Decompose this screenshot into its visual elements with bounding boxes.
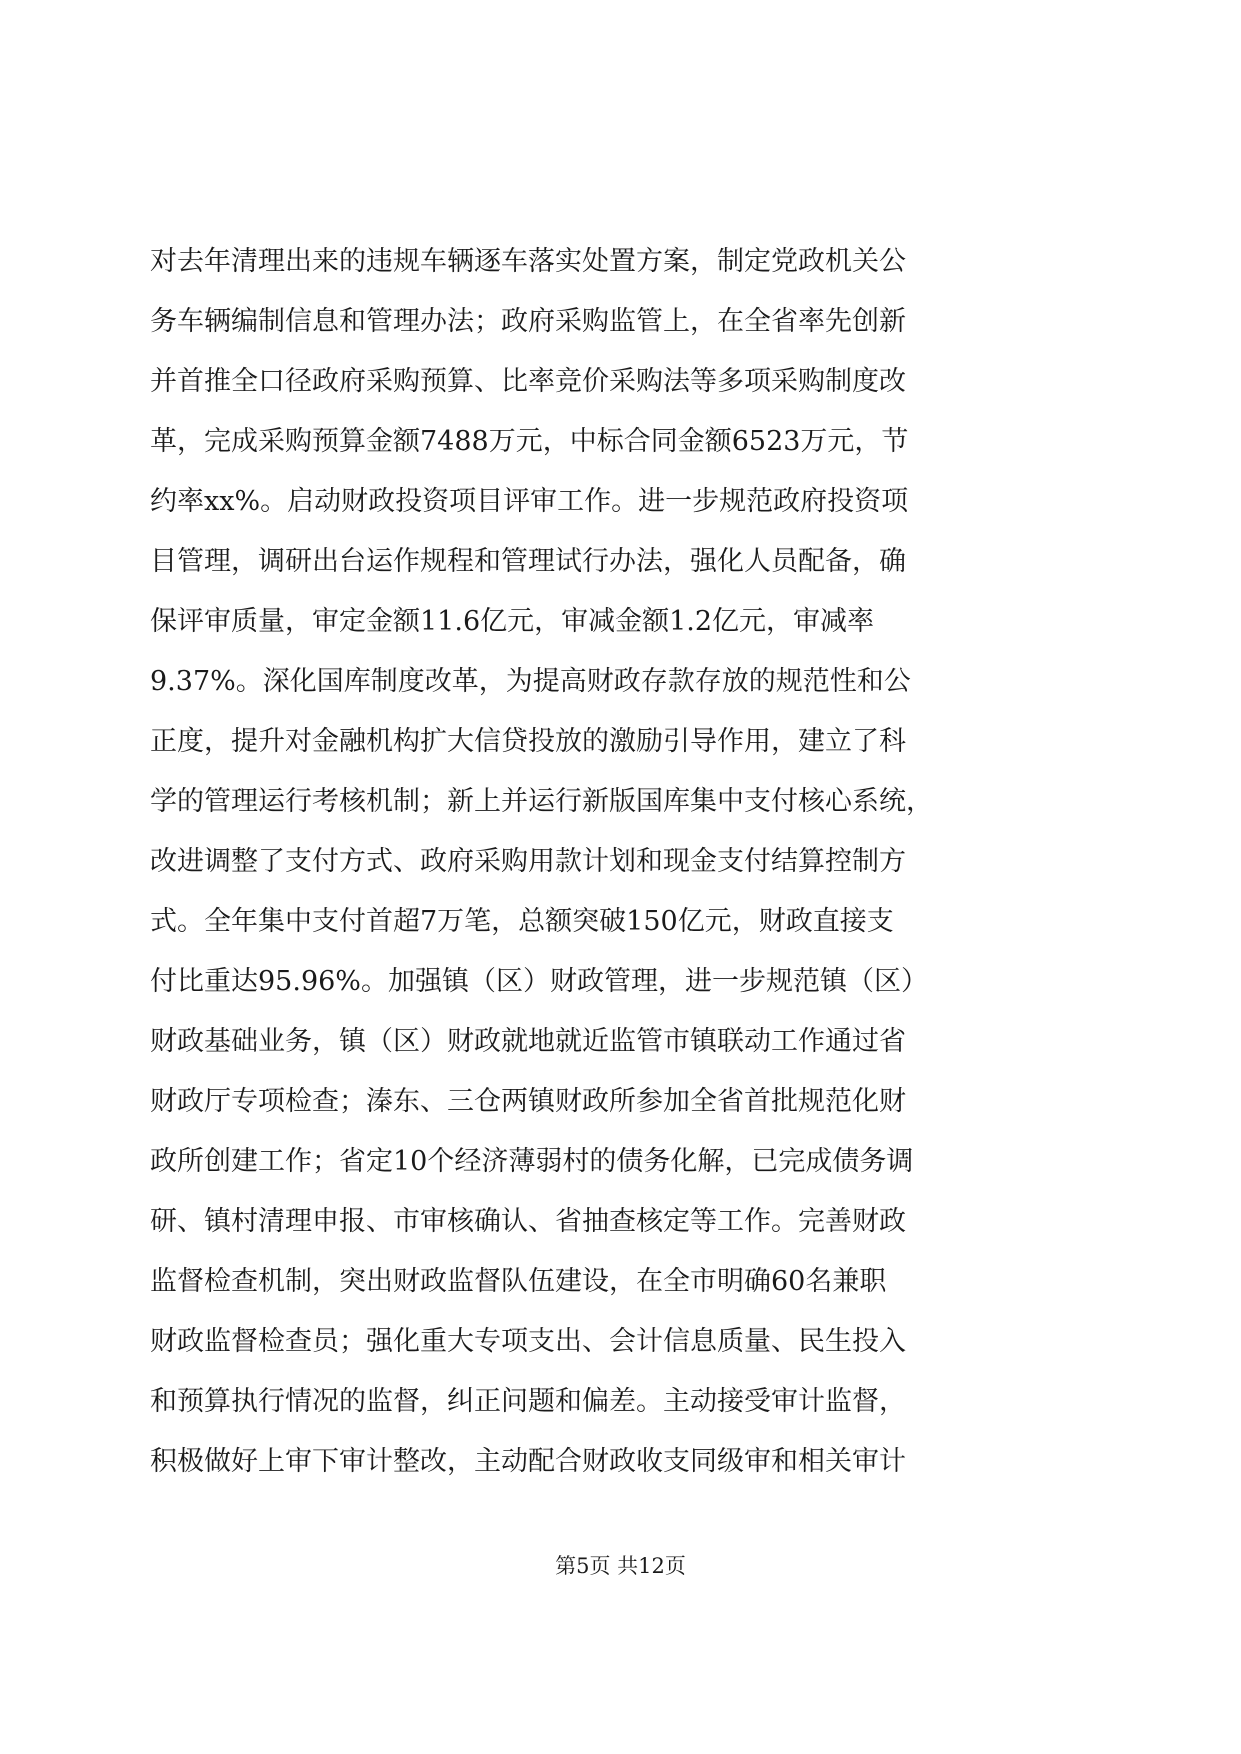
text-line: 财政基础业务，镇（区）财政就地就近监管市镇联动工作通过省 [150,1026,906,1057]
text-line: 财政监督检查员；强化重大专项支出、会计信息质量、民生投入 [150,1326,906,1357]
text-line: 和预算执行情况的监督，纠正问题和偏差。主动接受审计监督， [150,1386,906,1417]
text-line: 付比重达95.96%。加强镇（区）财政管理，进一步规范镇（区） [150,966,928,997]
text-line: 约率xx%。启动财政投资项目评审工作。进一步规范政府投资项 [150,486,909,517]
text-line: 保评审质量，审定金额11.6亿元，审减金额1.2亿元，审减率 [150,606,875,637]
page-footer: 第5页 共12页 [555,1554,686,1578]
text-line: 目管理，调研出台运作规程和管理试行办法，强化人员配备，确 [150,546,906,577]
text-line: 积极做好上审下审计整改，主动配合财政收支同级审和相关审计 [150,1446,906,1477]
text-line: 改进调整了支付方式、政府采购用款计划和现金支付结算控制方 [150,846,906,877]
text-line: 9.37%。深化国库制度改革，为提高财政存款存放的规范性和公 [150,666,911,697]
text-line: 务车辆编制信息和管理办法；政府采购监管上，在全省率先创新 [150,306,906,337]
text-line: 学的管理运行考核机制；新上并运行新版国库集中支付核心系统， [150,786,933,817]
document-body [150,232,1095,1492]
text-line: 并首推全口径政府采购预算、比率竞价采购法等多项采购制度改 [150,366,906,397]
text-line: 财政厅专项检查；溱东、三仓两镇财政所参加全省首批规范化财 [150,1086,906,1117]
text-line: 研、镇村清理申报、市审核确认、省抽查核定等工作。完善财政 [150,1206,906,1237]
text-line: 革，完成采购预算金额7488万元，中标合同金额6523万元，节 [150,426,909,457]
text-line: 监督检查机制，突出财政监督队伍建设，在全市明确60名兼职 [150,1266,887,1297]
text-line: 对去年清理出来的违规车辆逐车落实处置方案，制定党政机关公 [150,246,906,277]
text-line: 式。全年集中支付首超7万笔，总额突破150亿元，财政直接支 [150,906,894,937]
text-line: 政所创建工作；省定10个经济薄弱村的债务化解，已完成债务调 [150,1146,914,1177]
text-line: 正度，提升对金融机构扩大信贷投放的激励引导作用，建立了科 [150,726,906,757]
